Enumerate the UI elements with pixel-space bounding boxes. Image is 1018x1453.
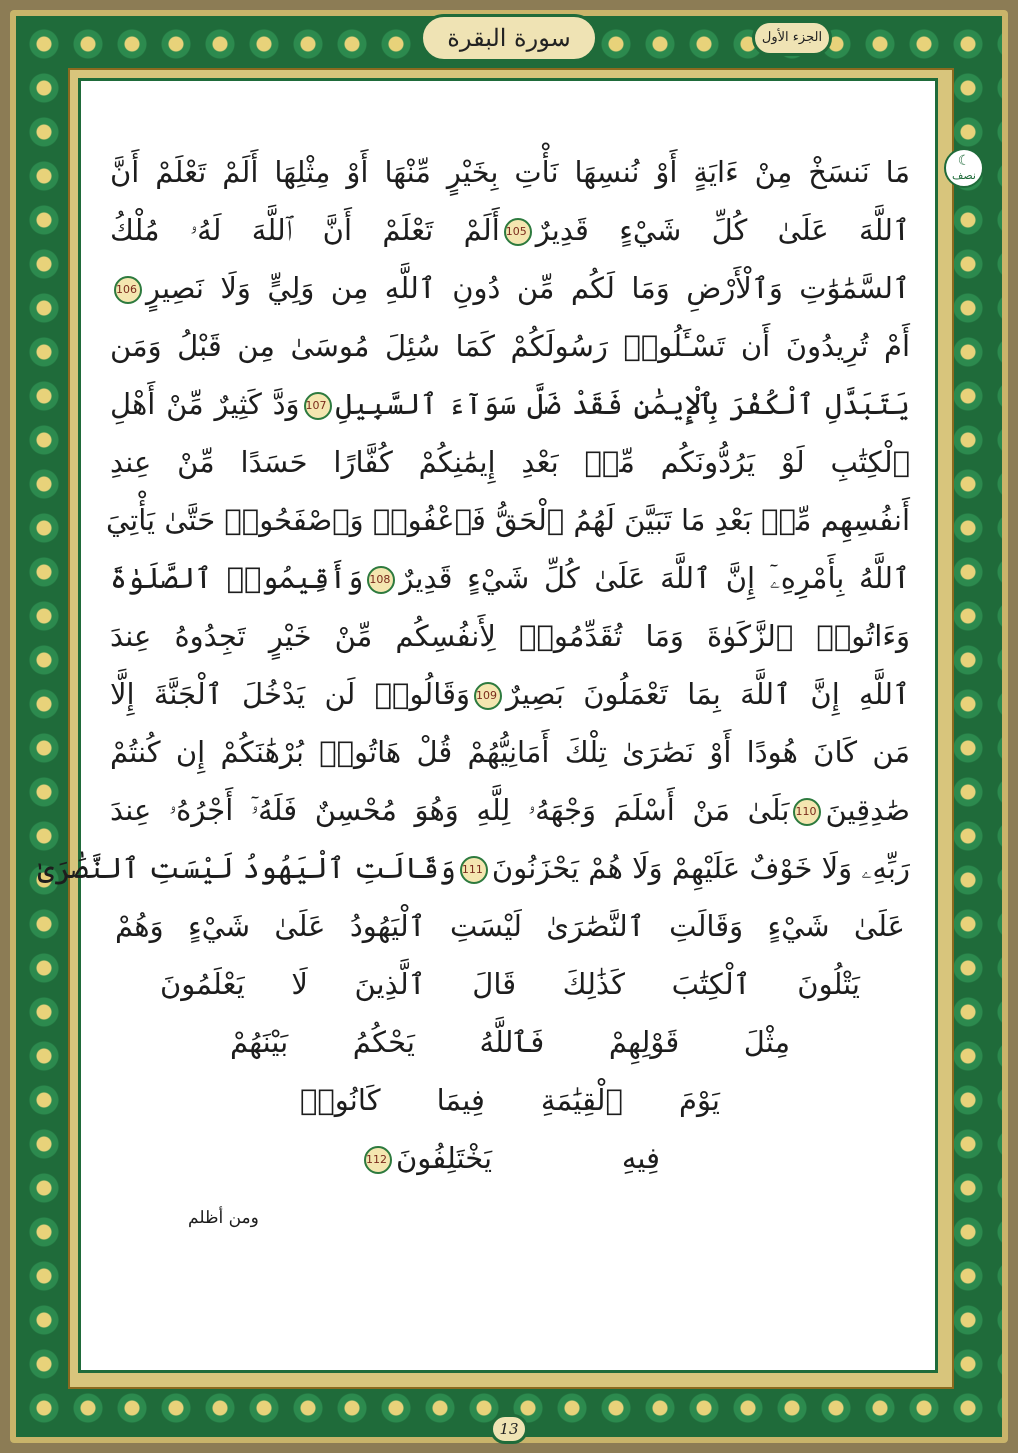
verse-line xyxy=(300,1068,720,1132)
verse-text: وَدَّ كَثِيرٌ مِّنْ أَهْلِ xyxy=(110,387,300,421)
verse-text: وَقَالُوا۟ لَن يَدْخُلَ ٱلْجَنَّةَ إِلَّا xyxy=(110,677,470,711)
crescent-icon: ☾ xyxy=(957,153,971,169)
surah-title: سورة البقرة xyxy=(420,14,598,62)
ayah-number-marker: 112 xyxy=(364,1146,392,1174)
verse-line xyxy=(37,836,910,900)
verse-line xyxy=(115,894,905,958)
verse-text: مِثْلَ قَوْلِهِمْ فَٱللَّهُ يَحْكُمُ بَيْنَهُمْ xyxy=(230,1025,790,1059)
verse-text: مَا نَنسَخْ مِنْ ءَايَةٍ أَوْ نُنسِهَا نَأْتِ بِخَيْرٍ مِّنْهَا أَوْ مِثْلِهَا أَلَمْ تَعْلَمْ أَنَّ xyxy=(110,155,910,189)
verse-line xyxy=(110,314,910,378)
verse-text: أَنفُسِهِم مِّنۢ بَعْدِ مَا تَبَيَّنَ لَهُمُ ٱلْحَقُّ فَٱعْفُوا۟ وَٱصْفَحُوا۟ حَتَّىٰ يَأْتِيَ xyxy=(105,503,910,537)
ayah-number-marker: 109 xyxy=(474,682,502,710)
verse-text: ٱللَّهُ بِأَمْرِهِۦٓ إِنَّ ٱللَّهَ عَلَىٰ كُلِّ شَيْءٍ قَدِيرٌ xyxy=(399,561,910,595)
verse-line xyxy=(110,778,910,842)
verse-line xyxy=(230,1010,790,1074)
verse-text: فِيهِ يَخْتَلِفُونَ xyxy=(396,1141,660,1175)
verse-text: يَوْمَ ٱلْقِيَٰمَةِ فِيمَا كَانُوا۟ xyxy=(300,1083,720,1117)
juz-label: الجزء الأول xyxy=(752,20,832,56)
verse-text: مَن كَانَ هُودًا أَوْ نَصَٰرَىٰ تِلْكَ أَمَانِيُّهُمْ قُلْ هَاتُوا۟ بُرْهَٰنَكُمْ إِن كُنتُمْ xyxy=(110,735,910,769)
verse-line xyxy=(160,952,860,1016)
hizb-marker xyxy=(944,148,984,188)
verse-line xyxy=(110,430,910,494)
verse-text: وَأَقِيمُوا۟ ٱلصَّلَوٰةَ xyxy=(110,561,364,595)
verse-text: يَتَبَدَّلِ ٱلْكُفْرَ بِٱلْإِيمَٰنِ فَقَدْ ضَلَّ سَوَآءَ ٱلسَّبِيلِ xyxy=(335,387,910,421)
verse-line xyxy=(110,256,910,320)
verse-text: عَلَىٰ شَيْءٍ وَقَالَتِ ٱلنَّصَٰرَىٰ لَيْسَتِ ٱلْيَهُودُ عَلَىٰ شَيْءٍ وَهُمْ xyxy=(115,909,905,943)
verse-line xyxy=(110,198,910,262)
verse-line xyxy=(110,140,910,204)
verse-text: وَءَاتُوا۟ ٱلزَّكَوٰةَ وَمَا تُقَدِّمُوا۟ لِأَنفُسِكُم مِّنْ خَيْرٍ تَجِدُوهُ عِندَ xyxy=(110,619,910,653)
ayah-number-marker: 108 xyxy=(367,566,395,594)
verse-text: أَمْ تُرِيدُونَ أَن تَسْـَٔلُوا۟ رَسُولَكُمْ كَمَا سُئِلَ مُوسَىٰ مِن قَبْلُ وَمَن xyxy=(110,329,910,363)
verse-line xyxy=(110,372,910,436)
verse-text: ٱلْكِتَٰبِ لَوْ يَرُدُّونَكُم مِّنۢ بَعْدِ إِيمَٰنِكُمْ كُفَّارًا حَسَدًا مِّنْ عِندِ xyxy=(110,445,910,479)
verse-line xyxy=(110,720,910,784)
verse-line xyxy=(110,546,910,610)
verse-text: بَلَىٰ مَنْ أَسْلَمَ وَجْهَهُۥ لِلَّهِ وَهُوَ مُحْسِنٌ فَلَهُۥٓ أَجْرُهُۥ عِندَ xyxy=(110,793,790,827)
ayah-number-marker: 106 xyxy=(114,276,142,304)
verse-line xyxy=(360,1126,660,1190)
ayah-number-marker: 111 xyxy=(460,856,488,884)
ayah-number-marker: 110 xyxy=(793,798,821,826)
verse-text: ٱللَّهِ إِنَّ ٱللَّهَ بِمَا تَعْمَلُونَ بَصِيرٌ xyxy=(505,677,910,711)
verse-text: وَقَالَتِ ٱلْيَهُودُ لَيْسَتِ ٱلنَّصَٰرَىٰ xyxy=(37,851,456,885)
verse-text: رَبِّهِۦ وَلَا خَوْفٌ عَلَيْهِمْ وَلَا هُمْ يَحْزَنُونَ xyxy=(491,851,910,885)
verse-text: صَٰدِقِينَ xyxy=(825,793,910,827)
ayah-number-marker: 105 xyxy=(504,218,532,246)
verse-line xyxy=(110,662,910,726)
hizb-label: نصف xyxy=(952,169,976,182)
verse-text: يَتْلُونَ ٱلْكِتَٰبَ كَذَٰلِكَ قَالَ ٱلَّذِينَ لَا يَعْلَمُونَ xyxy=(160,967,860,1001)
verse-text: أَلَمْ تَعْلَمْ أَنَّ ٱللَّهَ لَهُۥ مُلْكُ xyxy=(110,213,500,247)
catchword: ومن أظلم xyxy=(188,1208,259,1228)
verse-line xyxy=(110,604,910,668)
verse-text: ٱلسَّمَٰوَٰتِ وَٱلْأَرْضِ وَمَا لَكُم مِّن دُونِ ٱللَّهِ مِن وَلِيٍّ وَلَا نَصِيرٍ xyxy=(146,271,910,305)
ayah-number-marker: 107 xyxy=(304,392,332,420)
verse-line xyxy=(105,488,910,552)
page-number: 13 xyxy=(490,1414,528,1444)
verse-text: ٱللَّهَ عَلَىٰ كُلِّ شَيْءٍ قَدِيرٌ xyxy=(535,213,910,247)
